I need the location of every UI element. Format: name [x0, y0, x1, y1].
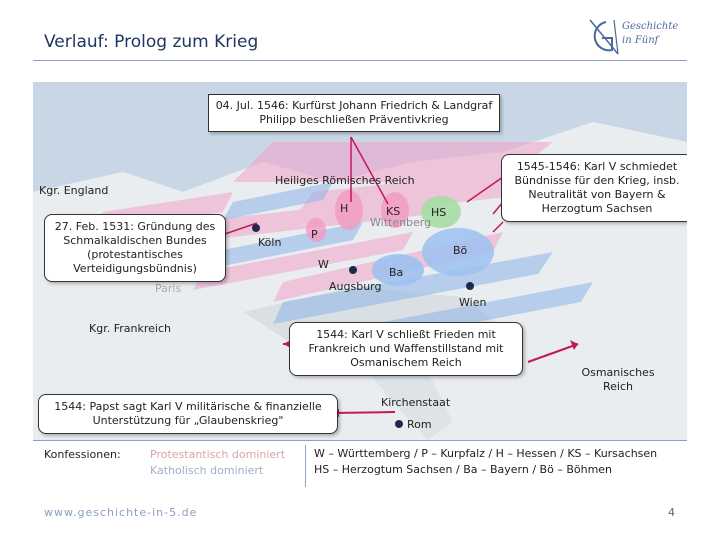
footer-url[interactable]: www.geschichte-in-5.de: [44, 506, 198, 519]
label-kurpfalz: P: [311, 228, 318, 241]
label-augsburg: Augsburg: [329, 280, 382, 293]
top-rule: [33, 60, 687, 61]
label-wien: Wien: [459, 296, 487, 309]
callout-1531-schmalkaldischer-bund: 27. Feb. 1531: Gründung des Schmalkaldischen Bundes (protestantisches Verteidigungsbündnis): [44, 214, 226, 282]
city-dot-augsburg: [349, 266, 357, 274]
label-koln: Köln: [258, 236, 282, 249]
label-france: Kgr. Frankreich: [89, 322, 171, 335]
legend-abbrev-line-2: HS – Herzogtum Sachsen / Ba – Bayern / Bö – Böhmen: [314, 463, 613, 476]
label-bayern: Ba: [389, 266, 404, 279]
city-dot-wien: [466, 282, 474, 290]
label-paris: Paris: [155, 282, 182, 295]
legend-separator: [305, 445, 306, 487]
label-wittenberg: Wittenberg: [370, 216, 432, 229]
callout-1545-buendnisse: 1545-1546: Karl V schmiedet Bündnisse für den Krieg, insb. Neutralität von Bayern & Herzogtum Sachsen: [501, 154, 687, 222]
label-hre: Heiliges Römisches Reich: [275, 174, 415, 187]
legend-abbreviations: [314, 446, 657, 478]
label-boehmen: Bö: [453, 244, 468, 257]
legend-catholic: Katholisch dominiert: [150, 464, 264, 477]
bottom-rule: [33, 440, 687, 441]
map: [33, 82, 687, 440]
logo-line-1: Geschichte: [622, 21, 679, 32]
label-hz-sachsen: HS: [431, 206, 447, 219]
label-papal-states: Kirchenstaat: [381, 396, 451, 409]
slide-title: Verlauf: Prolog zum Krieg: [44, 32, 259, 52]
callout-1544-frieden: 1544: Karl V schließt Frieden mit Frankreich und Waffenstillstand mit Osmanischem Reich: [289, 322, 523, 376]
pope-arrow: [333, 412, 395, 413]
label-wuerttemberg: W: [318, 258, 329, 271]
callout-1546-praeventivkrieg: 04. Jul. 1546: Kurfürst Johann Friedrich & Landgraf Philipp beschließen Präventivkrieg: [208, 94, 500, 132]
callout-1544-papst: 1544: Papst sagt Karl V militärische & finanzielle Unterstützung für „Glaubenskrieg": [38, 394, 338, 434]
city-dot-koln: [252, 224, 260, 232]
legend-protestant: Protestantisch dominiert: [150, 448, 286, 461]
city-dot-rom: [395, 420, 403, 428]
label-rom: Rom: [407, 418, 432, 431]
label-hessen: H: [340, 202, 349, 215]
logo-text: [622, 20, 678, 48]
label-kursachsen: KS: [386, 205, 401, 218]
label-england: Kgr. England: [39, 184, 109, 197]
label-ottoman: Osmanisches Reich: [581, 366, 655, 393]
page-number: 4: [668, 506, 675, 519]
legend-konfessionen-label: Konfessionen:: [44, 448, 121, 461]
legend-abbrev-line-1: W – Württemberg / P – Kurpfalz / H – Hessen / KS – Kursachsen: [314, 447, 658, 460]
logo-line-2: in Fünf: [622, 35, 659, 46]
